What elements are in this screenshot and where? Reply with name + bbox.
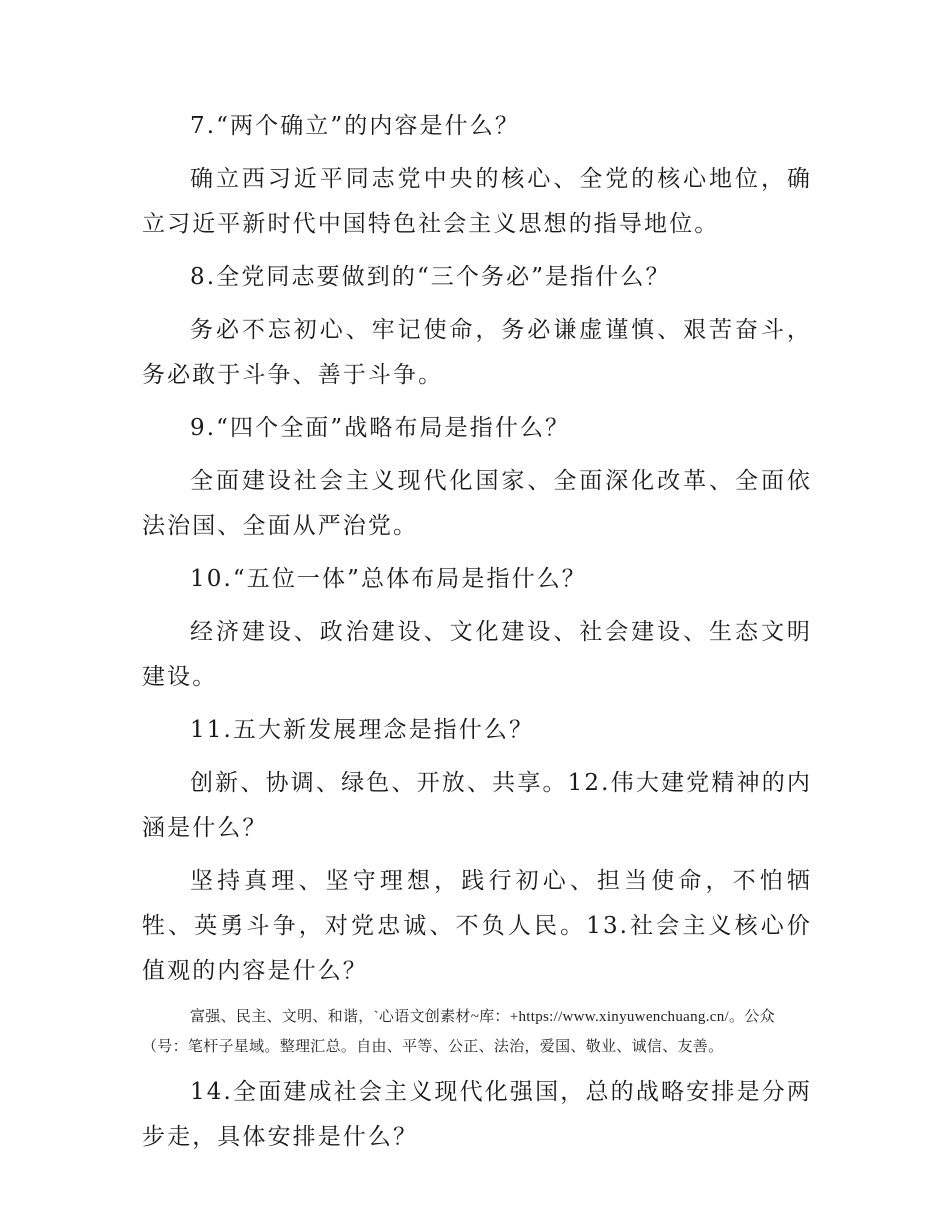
answer-11-question-12: 创新、协调、绿色、开放、共享。12.伟大建党精神的内涵是什么？	[142, 770, 812, 841]
question-14: 14.全面建成社会主义现代化强国，总的战略安排是分两步走，具体安排是什么？	[142, 1079, 812, 1150]
answer-12-question-13: 坚持真理、坚守理想，践行初心、担当使命，不怕牺牲、英勇斗争，对党忠诚、不负人民。13.社会主义核心价值观的内容是什么？	[142, 868, 812, 984]
question-11: 11.五大新发展理念是指什么？	[190, 717, 535, 743]
question-10: 10.“五位一体”总体布局是指什么？	[190, 566, 587, 592]
document-body	[142, 104, 812, 1168]
question-8: 8.全党同志要做到的“三个务必”是指什么？	[190, 264, 671, 290]
question-9: 9.“四个全面”战略布局是指什么？	[190, 415, 571, 441]
question-7: 7.“两个确立”的内容是什么？	[190, 113, 520, 139]
answer-7: 确立西习近平同志党中央的核心、全党的核心地位，确立习近平新时代中国特色社会主义思想的指导地位。	[142, 166, 812, 237]
answer-8: 务必不忘初心、牢记使命，务必谦虚谨慎、艰苦奋斗，务必敢于斗争、善于斗争。	[142, 317, 812, 388]
answer-13-watermark-text: 富强、民主、文明、和谐，`心语文创素材~库：+https://www.xinyuwenchuang.cn/。公众（号：笔杆子星域。整理汇总。自由、平等、公正、法治，爱国、敬业、诚信、友善。	[142, 1009, 775, 1055]
answer-9: 全面建设社会主义现代化国家、全面深化改革、全面依法治国、全面从严治党。	[142, 468, 812, 539]
answer-10: 经济建设、政治建设、文化建设、社会建设、生态文明建设。	[142, 619, 812, 690]
